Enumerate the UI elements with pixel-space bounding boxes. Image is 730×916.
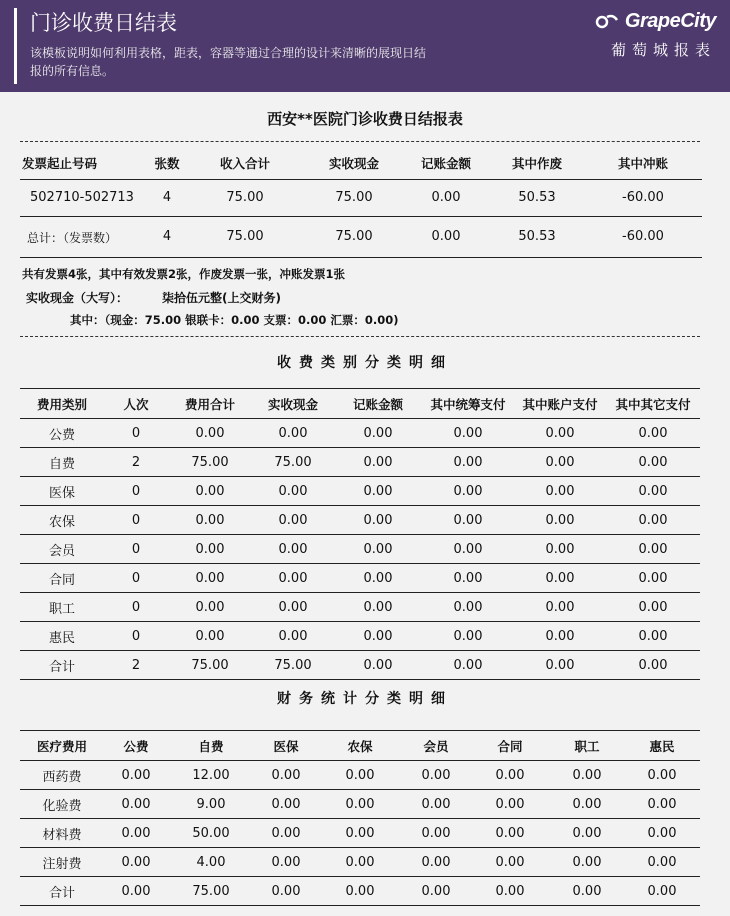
table-cell: 0.00 [254, 761, 318, 790]
table-cell: 0.00 [252, 622, 334, 651]
column-header: 公费 [104, 731, 168, 761]
table-cell: 惠民 [20, 622, 104, 651]
summary-row-cell: 75.00 [226, 190, 264, 205]
table-cell: 农保 [20, 506, 104, 535]
table-cell: 0.00 [606, 593, 700, 622]
table-cell: 0.00 [550, 761, 624, 790]
table-row [20, 593, 700, 622]
table-cell: 0 [104, 593, 168, 622]
column-header: 费用合计 [168, 389, 252, 419]
table-cell: 注射费 [20, 848, 104, 877]
table-cell: 0.00 [254, 848, 318, 877]
invoice-note: 共有发票4张，其中有效发票2张，作废发票一张，冲账发票1张 [22, 267, 346, 281]
table-row [20, 564, 700, 593]
summary-header-voided: 其中作废 [511, 156, 563, 171]
table-cell: 2 [104, 448, 168, 477]
header-accent-bar [14, 8, 17, 84]
table-cell: 75.00 [168, 448, 252, 477]
table-cell: 75.00 [168, 651, 252, 680]
table-cell: 0.00 [402, 848, 470, 877]
table-cell: 0 [104, 506, 168, 535]
column-header: 会员 [402, 731, 470, 761]
table-cell: 4.00 [168, 848, 254, 877]
finance-section-title: 财务统计分类明细 [277, 691, 453, 707]
divider [20, 141, 700, 142]
brand-subtitle: 葡萄城报表 [610, 41, 716, 59]
table-cell: 0.00 [514, 622, 606, 651]
table-cell: 0.00 [252, 419, 334, 448]
table-cell: 75.00 [168, 877, 254, 906]
table-cell: 0.00 [104, 819, 168, 848]
table-cell: 自费 [20, 448, 104, 477]
table-cell: 75.00 [252, 651, 334, 680]
table-cell: 0.00 [606, 448, 700, 477]
header-banner [0, 0, 730, 92]
table-cell: 2 [104, 651, 168, 680]
table-cell: 0.00 [402, 819, 470, 848]
table-cell: 0.00 [422, 477, 514, 506]
table-cell: 公费 [20, 419, 104, 448]
table-cell: 0.00 [318, 819, 402, 848]
table-row [20, 477, 700, 506]
table-cell: 0.00 [422, 593, 514, 622]
table-cell: 0.00 [514, 593, 606, 622]
category-section-title: 收费类别分类明细 [277, 355, 453, 371]
category-table [20, 388, 700, 680]
summary-row-cell: 50.53 [518, 190, 556, 205]
summary-row-cell: -60.00 [622, 190, 664, 205]
table-cell: 0.00 [422, 651, 514, 680]
table-cell: 0.00 [514, 448, 606, 477]
table-cell: 50.00 [168, 819, 254, 848]
table-cell: 0.00 [252, 564, 334, 593]
table-cell: 0.00 [550, 790, 624, 819]
table-cell: 0.00 [252, 593, 334, 622]
total-row-cell: 75.00 [335, 229, 373, 244]
total-row-cell: 50.53 [518, 229, 556, 244]
summary-row-cell: 502710-502713 [30, 190, 134, 205]
table-cell: 0.00 [104, 790, 168, 819]
table-row [20, 761, 700, 790]
table-cell: 0.00 [252, 477, 334, 506]
table-cell: 西药费 [20, 761, 104, 790]
table-row [20, 848, 700, 877]
table-cell: 0.00 [606, 477, 700, 506]
finance-table [20, 730, 700, 906]
column-header: 记账金额 [334, 389, 422, 419]
table-cell: 0.00 [624, 761, 700, 790]
cash-label: 实收现金（大写）： [26, 291, 129, 305]
table-cell: 0.00 [334, 593, 422, 622]
table-row [20, 419, 700, 448]
table-cell: 0.00 [334, 535, 422, 564]
table-cell: 会员 [20, 535, 104, 564]
table-cell: 0.00 [252, 535, 334, 564]
table-cell: 0.00 [606, 506, 700, 535]
summary-header-count: 张数 [154, 156, 180, 171]
column-header: 其中账户支付 [514, 389, 606, 419]
table-cell: 0.00 [470, 848, 550, 877]
table-cell: 0.00 [624, 790, 700, 819]
summary-row-cell: 75.00 [335, 190, 373, 205]
table-cell: 化验费 [20, 790, 104, 819]
table-row [20, 877, 700, 906]
total-row-cell: 4 [162, 229, 172, 244]
table-cell: 0.00 [470, 761, 550, 790]
table-cell: 0.00 [334, 622, 422, 651]
divider [20, 179, 702, 180]
table-cell: 0.00 [514, 535, 606, 564]
table-cell: 0.00 [470, 790, 550, 819]
table-cell: 0.00 [606, 535, 700, 564]
table-cell: 0.00 [334, 448, 422, 477]
divider [20, 257, 702, 258]
table-cell: 0.00 [514, 564, 606, 593]
table-cell: 0.00 [422, 622, 514, 651]
table-row [20, 651, 700, 680]
table-cell: 0.00 [254, 877, 318, 906]
table-cell: 0.00 [168, 419, 252, 448]
page-description: 该模板说明如何利用表格，距表，容器等通过合理的设计来清晰的展现日结报的所有信息。 [30, 46, 427, 78]
table-cell: 0.00 [334, 651, 422, 680]
table-cell: 职工 [20, 593, 104, 622]
table-cell: 0.00 [514, 506, 606, 535]
table-cell: 0 [104, 622, 168, 651]
table-cell: 0.00 [104, 848, 168, 877]
column-header: 农保 [318, 731, 402, 761]
table-cell: 0.00 [252, 506, 334, 535]
payment-breakdown: 其中：（现金：75.00 银联卡：0.00 支票：0.00 汇票：0.00) [70, 313, 399, 327]
table-cell: 0.00 [550, 877, 624, 906]
table-cell: 0.00 [624, 877, 700, 906]
table-cell: 0.00 [514, 419, 606, 448]
table-cell: 0.00 [624, 819, 700, 848]
table-cell: 0.00 [168, 622, 252, 651]
total-row-cell: -60.00 [622, 229, 664, 244]
table-cell: 0.00 [334, 477, 422, 506]
column-header: 费用类别 [20, 389, 104, 419]
table-cell: 0.00 [168, 477, 252, 506]
page-title: 门诊收费日结表 [30, 11, 177, 35]
table-cell: 0.00 [318, 848, 402, 877]
table-row [20, 506, 700, 535]
divider [20, 216, 702, 217]
table-cell: 12.00 [168, 761, 254, 790]
table-row [20, 448, 700, 477]
table-cell: 9.00 [168, 790, 254, 819]
brand-logo-text: GrapeCity [624, 10, 716, 32]
table-cell: 合计 [20, 877, 104, 906]
table-cell: 0.00 [318, 790, 402, 819]
column-header: 实收现金 [252, 389, 334, 419]
table-cell: 0.00 [422, 448, 514, 477]
table-cell: 0.00 [168, 564, 252, 593]
table-cell: 0.00 [624, 848, 700, 877]
table-cell: 合同 [20, 564, 104, 593]
table-cell: 0.00 [168, 593, 252, 622]
column-header: 自费 [168, 731, 254, 761]
table-cell: 0.00 [606, 564, 700, 593]
column-header: 医保 [254, 731, 318, 761]
table-cell: 0.00 [470, 877, 550, 906]
table-cell: 0.00 [318, 761, 402, 790]
table-cell: 0.00 [168, 535, 252, 564]
table-row [20, 819, 700, 848]
table-cell: 0.00 [402, 790, 470, 819]
table-cell: 0.00 [606, 419, 700, 448]
table-cell: 0.00 [334, 564, 422, 593]
divider [20, 336, 700, 337]
total-row-cell: 75.00 [226, 229, 264, 244]
table-cell: 医保 [20, 477, 104, 506]
table-cell: 材料费 [20, 819, 104, 848]
table-cell: 0.00 [550, 848, 624, 877]
brand-logo [586, 10, 716, 33]
grape-icon [595, 14, 619, 30]
summary-header-account-amount: 记账金额 [420, 156, 472, 171]
table-cell: 0.00 [514, 651, 606, 680]
table-cell: 0.00 [422, 419, 514, 448]
column-header: 合同 [470, 731, 550, 761]
table-cell: 0.00 [254, 790, 318, 819]
column-header: 医疗费用 [20, 731, 104, 761]
table-cell: 合计 [20, 651, 104, 680]
column-header: 其中其它支付 [606, 389, 700, 419]
table-row [20, 535, 700, 564]
table-cell: 0.00 [606, 622, 700, 651]
table-cell: 0.00 [104, 761, 168, 790]
total-row-cell: 总计：（发票数） [27, 231, 118, 245]
summary-header-reversed: 其中冲账 [617, 156, 669, 171]
table-cell: 0 [104, 535, 168, 564]
table-cell: 0.00 [318, 877, 402, 906]
cash-value: 柒拾伍元整(上交财务) [162, 291, 281, 305]
table-cell: 0.00 [514, 477, 606, 506]
column-header: 惠民 [624, 731, 700, 761]
summary-row-cell: 0.00 [431, 190, 461, 205]
table-row [20, 790, 700, 819]
report-title: 西安**医院门诊收费日结报表 [267, 110, 463, 128]
table-cell: 0.00 [422, 564, 514, 593]
table-cell: 0.00 [334, 506, 422, 535]
table-cell: 0.00 [550, 819, 624, 848]
table-cell: 0.00 [254, 819, 318, 848]
table-cell: 0.00 [402, 761, 470, 790]
summary-row-cell: 4 [162, 190, 172, 205]
table-cell: 0.00 [470, 819, 550, 848]
column-header: 人次 [104, 389, 168, 419]
table-cell: 0.00 [606, 651, 700, 680]
table-cell: 0.00 [104, 877, 168, 906]
table-cell: 0 [104, 564, 168, 593]
table-cell: 0.00 [334, 419, 422, 448]
table-cell: 0.00 [422, 535, 514, 564]
table-cell: 0.00 [402, 877, 470, 906]
table-row [20, 622, 700, 651]
table-cell: 0 [104, 477, 168, 506]
table-cell: 75.00 [252, 448, 334, 477]
column-header: 其中统筹支付 [422, 389, 514, 419]
summary-header-invoice-range: 发票起止号码 [22, 156, 98, 171]
brand [586, 10, 716, 60]
summary-header-income-total: 收入合计 [219, 156, 271, 171]
table-cell: 0 [104, 419, 168, 448]
total-row-cell: 0.00 [431, 229, 461, 244]
summary-header-cash-received: 实收现金 [328, 156, 380, 171]
table-cell: 0.00 [422, 506, 514, 535]
table-cell: 0.00 [168, 506, 252, 535]
column-header: 职工 [550, 731, 624, 761]
